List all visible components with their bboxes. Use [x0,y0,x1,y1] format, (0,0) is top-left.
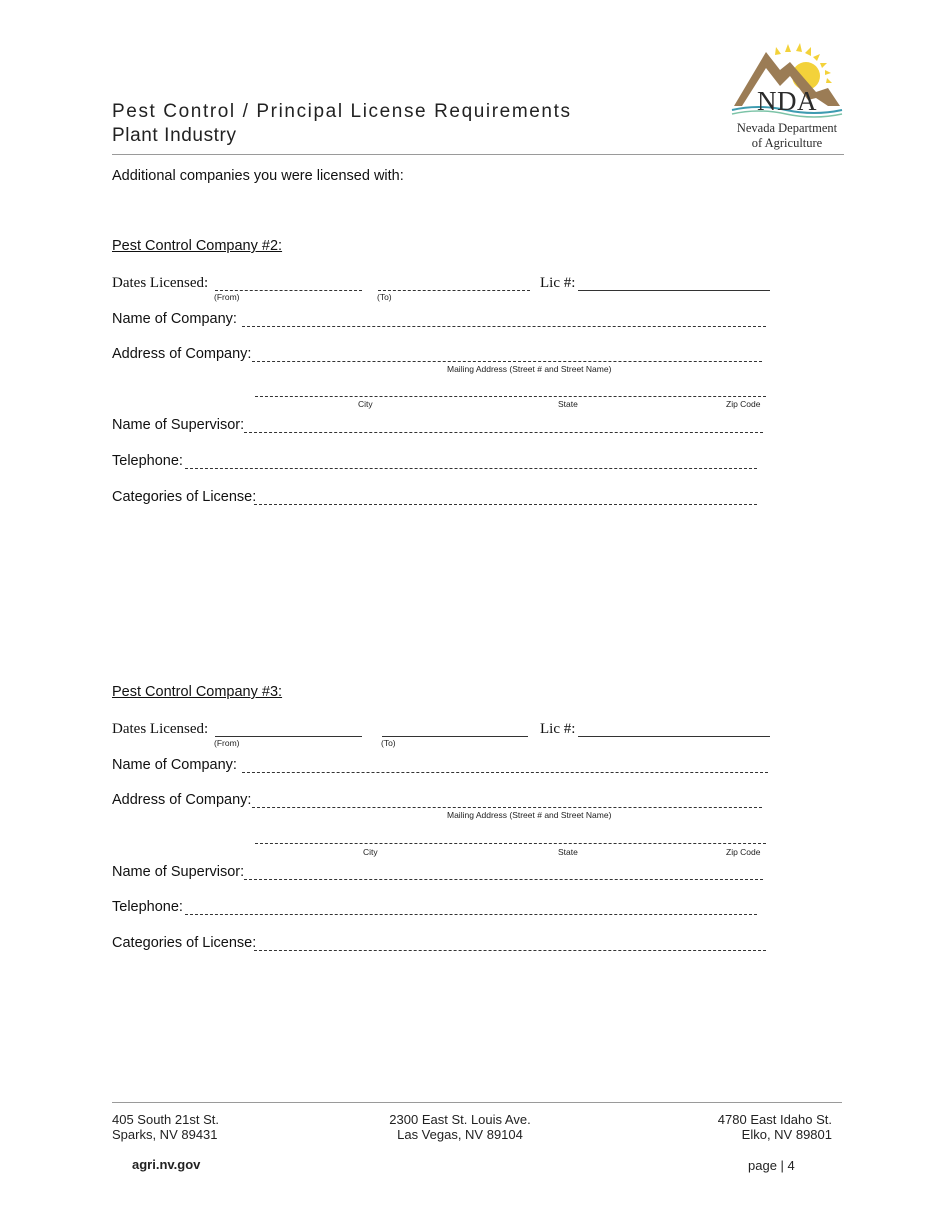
address-line: Sparks, NV 89431 [112,1127,218,1142]
address-line: Las Vegas, NV 89104 [397,1127,523,1142]
street-address-field[interactable] [252,807,762,808]
las-vegas-office-address [360,1112,560,1142]
date-to-field[interactable] [378,290,530,291]
to-caption: (To) [381,738,396,748]
from-caption: (From) [214,292,240,302]
section-title: Pest Control Company #2: [112,238,283,254]
address-line: 4780 East Idaho St. [717,1112,832,1127]
date-from-field[interactable] [215,290,362,291]
city-caption: City [358,399,373,409]
from-caption: (From) [214,738,240,748]
nda-logo [728,40,846,152]
zip-code-caption: Zip Code [726,847,761,857]
intro-text: Additional companies you were licensed with: [112,168,404,184]
company-address-label: Address of Company: [112,346,252,362]
dates-licensed-label: Dates Licensed: [112,275,209,291]
supervisor-field[interactable] [244,879,763,880]
mailing-address-caption: Mailing Address (Street # and Street Name) [447,364,612,374]
address-line: 2300 East St. Louis Ave. [389,1112,531,1127]
telephone-label: Telephone: [112,899,183,915]
document-subtitle: Plant Industry [112,125,237,146]
categories-label: Categories of License: [112,489,257,505]
to-caption: (To) [377,292,392,302]
street-address-field[interactable] [252,361,762,362]
company-address-label: Address of Company: [112,792,252,808]
company-name-label: Name of Company: [112,311,237,327]
state-caption: State [558,399,578,409]
company-section-2 [112,238,792,538]
lic-label: Lic #: [540,721,576,737]
lic-label: Lic #: [540,275,576,291]
telephone-label: Telephone: [112,453,183,469]
section-title: Pest Control Company #3: [112,684,283,700]
city-caption: City [363,847,378,857]
sparks-office-address [112,1112,219,1142]
website-link[interactable]: agri.nv.gov [132,1157,201,1172]
dates-licensed-label: Dates Licensed: [112,721,209,737]
header-divider [112,154,844,155]
categories-field[interactable] [254,504,757,505]
city-state-zip-field[interactable] [255,843,766,844]
footer-divider [112,1102,842,1103]
company-name-field[interactable] [242,326,766,327]
supervisor-field[interactable] [244,432,763,433]
supervisor-label: Name of Supervisor: [112,417,245,433]
elko-office-address [672,1112,832,1142]
lic-number-field[interactable] [578,736,770,737]
date-from-field[interactable] [215,736,362,737]
date-to-field[interactable] [382,736,528,737]
address-line: 405 South 21st St. [112,1112,219,1127]
city-state-zip-field[interactable] [255,396,766,397]
logo-line-2: of Agriculture [751,136,823,150]
company-name-field[interactable] [242,772,768,773]
telephone-field[interactable] [185,468,757,469]
company-name-label: Name of Company: [112,757,237,773]
company-section-3 [112,684,792,984]
page-number: page | 4 [748,1158,795,1173]
state-caption: State [558,847,578,857]
logo-abbreviation: NDA [757,86,817,116]
telephone-field[interactable] [185,914,757,915]
zip-code-caption: Zip Code [726,399,761,409]
categories-label: Categories of License: [112,935,257,951]
lic-number-field[interactable] [578,290,770,291]
categories-field[interactable] [254,950,766,951]
address-line: Elko, NV 89801 [741,1127,832,1142]
supervisor-label: Name of Supervisor: [112,864,245,880]
logo-line-1: Nevada Department [736,121,838,135]
document-title: Pest Control / Principal License Requirements [112,101,572,122]
mailing-address-caption: Mailing Address (Street # and Street Name) [447,810,612,820]
